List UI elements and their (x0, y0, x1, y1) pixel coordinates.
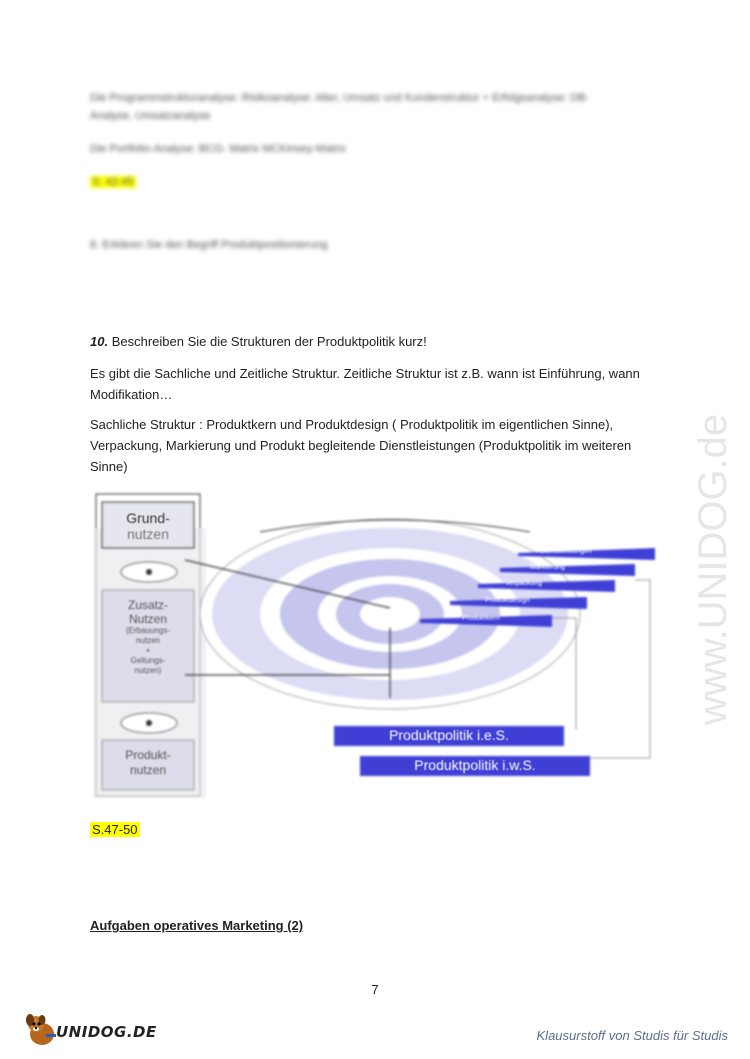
tag-verpackung: Verpackung (505, 580, 542, 587)
box-sublabel-line: nutzen (135, 636, 161, 645)
box-produktnutzen (102, 748, 194, 778)
watermark-text: www.UNIDOG.de (691, 413, 735, 725)
box-sublabel-line: nutzen) (134, 666, 162, 675)
blurred-page-ref: S. 42-45 (92, 176, 134, 188)
box-label-line: Nutzen (128, 612, 168, 626)
question-number: 10. (90, 334, 109, 349)
question-10 (90, 331, 427, 352)
box-sublabel-line: (Erbauungs- (125, 626, 171, 635)
box-label-line: Grund- (126, 510, 170, 526)
blurred-question-8: 8. Erklären Sie den Begriff Produktpositionierung (90, 239, 328, 251)
tag-produktkern: Produktkern (462, 615, 500, 622)
page-reference: S.47-50 (92, 822, 138, 837)
blurred-text-line: Die Programmstrukturanalyse: Risikoanalyse: Alter, Umsatz und Kundenstruktur + Erfolgsanalyse: DB- (90, 92, 590, 104)
tag-markierung: Markierung (530, 564, 566, 571)
box-label-line: nutzen (129, 763, 167, 777)
blurred-text-line: Analyse, Umsatzanalyse (90, 110, 211, 122)
box-sublabel-line: Geltungs- (130, 656, 166, 665)
footer-tagline: Klausurstoff von Studis für Studis (536, 1028, 728, 1043)
watermark (690, 270, 736, 730)
bar-label-ies: Produktpolitik i.e.S. (389, 727, 509, 743)
product-policy-diagram (90, 488, 670, 806)
answer-paragraph-1: Es gibt die Sachliche und Zeitliche Struktur. Zeitliche Struktur ist z.B. wann ist Einführung, wann Modifikation… (90, 366, 640, 402)
box-sublabel-line: + (145, 646, 151, 655)
blurred-text-line: Die Portfolio-Analyse: BCG- Matrix MCKinsey-Matrix (90, 143, 347, 155)
box-label-line: Produkt- (125, 748, 171, 762)
tag-produktdesign: Produktdesign (485, 597, 530, 604)
box-grundnutzen (102, 510, 194, 542)
page-number: 7 (371, 982, 379, 997)
section-heading: Aufgaben operatives Marketing (2) (90, 918, 304, 933)
bar-label-iws: Produktpolitik i.w.S. (414, 757, 536, 773)
logo-text: UNIDOG.DE (56, 1023, 157, 1041)
box-label-line: Zusatz- (127, 598, 168, 612)
answer-paragraph-2: Sachliche Struktur : Produktkern und Produktdesign ( Produktpolitik im eigentlichen Sinne), Verpackung, Markierung und Produkt begleitende Dienstleistungen (Produktpolitik im weiteren Sinne) (90, 417, 632, 474)
question-text: Beschreiben Sie die Strukturen der Produktpolitik kurz! (108, 334, 427, 349)
box-label-line: nutzen (126, 526, 170, 542)
box-zusatznutzen (102, 598, 194, 676)
tag-dienstleistungen: Dienstleistungen (540, 548, 592, 555)
